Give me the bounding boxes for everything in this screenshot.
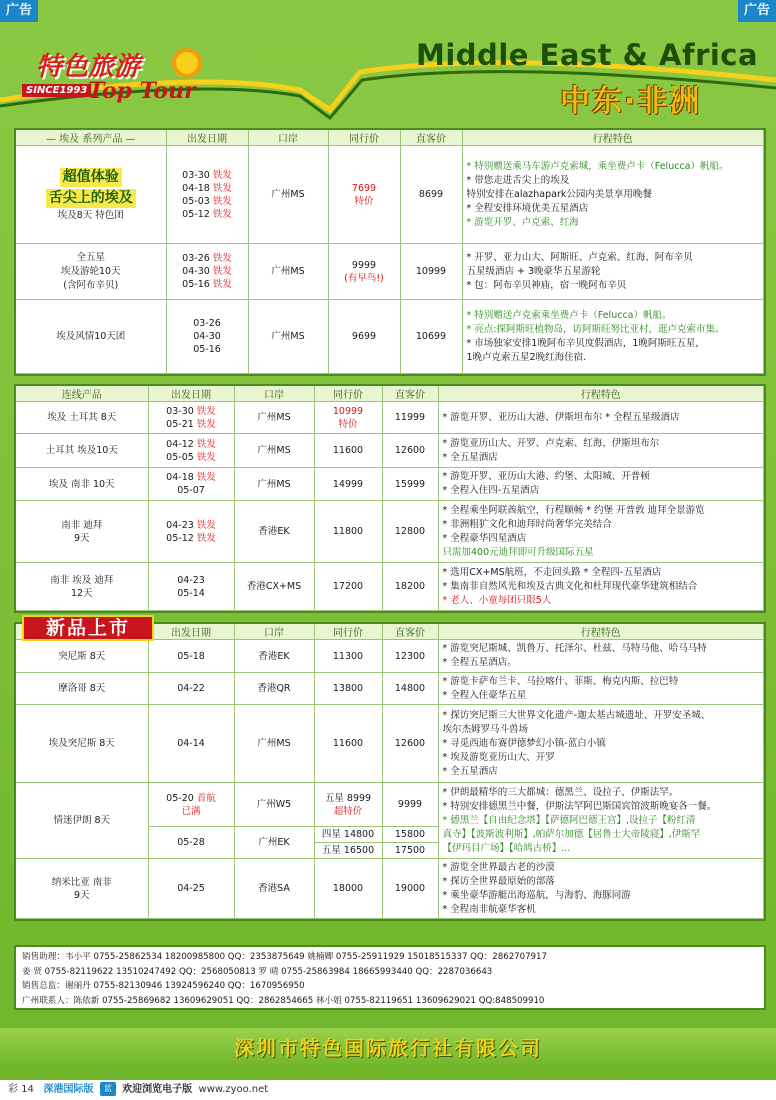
col-header: 出发日期 (148, 624, 234, 640)
features-cell: * 游览卡萨布兰卡、马拉喀什、菲斯、梅克内斯、拉巴特 * 全程入住豪华五星 (438, 673, 764, 705)
col-header: 口岸 (248, 130, 328, 146)
peer-price-cell: 四星 14800 (314, 827, 382, 843)
dates-cell: 03-30 铁发 04-18 铁发 05-03 铁发 05-12 铁发 (166, 146, 248, 244)
direct-price-cell: 12300 (382, 640, 438, 673)
port-cell: 广州MS (234, 705, 314, 783)
peer-price-cell: 11600 (314, 434, 382, 468)
dates-cell: 03-30 铁发 05-21 铁发 (148, 402, 234, 434)
direct-price-cell: 15999 (382, 468, 438, 501)
footer (0, 1080, 776, 1100)
peer-price-cell: 9999 (有早鸟!) (328, 244, 400, 300)
features-cell: * 游览亚历山大、开罗、卢克索、红海、伊斯坦布尔 * 全五星酒店 (438, 434, 764, 468)
product-cell: 纳米比亚 南非 9天 (16, 859, 148, 919)
logo-cn: 特色旅游 (36, 52, 141, 82)
new-products-panel (14, 617, 766, 921)
table-row (16, 402, 764, 434)
port-cell: 香港EK (234, 640, 314, 673)
port-cell: 广州MS (248, 244, 328, 300)
product-cell: 埃及突尼斯 8天 (16, 705, 148, 783)
col-header: 同行价 (314, 624, 382, 640)
title-cn: 中东·非洲 (560, 84, 702, 119)
direct-price-cell: 12600 (382, 434, 438, 468)
peer-price-cell: 13800 (314, 673, 382, 705)
port-cell: 香港SA (234, 859, 314, 919)
table-row (16, 468, 764, 501)
col-header: 同行价 (314, 386, 382, 402)
table-row (16, 146, 764, 244)
features-cell: * 探访突尼斯三大世界文化遗产-迦太基古城遗址、开罗安圣城、 埃尔杰姆罗马斗兽场 * 寻觅西迪布赛伊德梦幻小镇-蓝白小镇 * 埃及游览亚历山大、开罗 * 全五星酒店 (438, 705, 764, 783)
direct-price-cell: 8699 (400, 146, 462, 244)
table-row (16, 705, 764, 783)
col-header: — 埃及 系列产品 — (16, 130, 166, 146)
logo-en: Top Tour (88, 78, 196, 104)
peer-price-cell: 18000 (314, 859, 382, 919)
dates-cell: 03-26 铁发 04-30 铁发 05-16 铁发 (166, 244, 248, 300)
hot-title-2: 舌尖上的埃及 (46, 189, 136, 208)
col-header: 出发日期 (166, 130, 248, 146)
features-cell: * 伊朗最精华的三大都城：德黑兰、设拉子、伊斯法罕。 * 特别安排德黑兰中餐，伊斯法罕阿巴斯国宾馆波斯晚宴各一餐。 * 德黑兰【自由纪念塔】【萨德阿巴德王宫】,设拉子【粉红清 真寺】【波斯波利斯】,帕萨尔加德【居鲁士大帝陵寝】,伊斯罕 【伊玛目广场】【哈鸠古桥】... (438, 783, 764, 859)
features-cell: * 游览开罗、亚历山大港、约堡、太阳城、开普顿 * 全程入住四-五星酒店 (438, 468, 764, 501)
contact-line: 广州联系人：陈依新 0755-25869682 13609629051 QQ：2862854665 林小姐 0755-82119651 13609629021 QQ:848509910 (22, 995, 545, 1006)
col-header: 出发日期 (148, 386, 234, 402)
features-cell: * 全程乘坐阿联酋航空，行程顺畅 * 约堡 开普敦 迪拜全景游览 * 非洲粗犷文化和迪拜时尚奢华完美结合 * 全程豪华四星酒店 只需加400元迪拜即可升级国际五星 (438, 501, 764, 563)
contact-line: 姜 贤 0755-82119622 13510247492 QQ：2568050813 罗 晴 0755-25863984 18665993440 QQ：2287036643 (22, 966, 493, 977)
dates-cell: 05-20 首航 已满 (148, 783, 234, 827)
col-header: 直客价 (382, 386, 438, 402)
port-cell: 香港EK (234, 501, 314, 563)
peer-price-cell: 17200 (314, 563, 382, 611)
company-banner (0, 1028, 776, 1068)
product-cell (16, 146, 166, 244)
features-cell: * 选用CX+MS航班，不走回头路 * 全程四-五星酒店 * 集南非自然风光和埃及古典文化和杜拜现代豪华建筑相结合 * 老人、小童每团只限5人 (438, 563, 764, 611)
title-en: Middle East & Africa (416, 38, 759, 72)
product-cell: 全五星 埃及游轮10天 (含阿布辛贝) (16, 244, 166, 300)
dates-cell: 04-25 (148, 859, 234, 919)
dates-cell: 04-23 铁发 05-12 铁发 (148, 501, 234, 563)
edition-icon: 蓝 (100, 1082, 116, 1096)
peer-price-cell: 五星 16500 (314, 843, 382, 859)
product-cell: 摩洛哥 8天 (16, 673, 148, 705)
port-cell: 广州W5 (234, 783, 314, 827)
peer-price-cell: 9699 (328, 300, 400, 374)
table-row (16, 563, 764, 611)
features-cell: * 游览突尼斯城、凯鲁万、托泽尔、杜兹、马特马他、哈马马特 * 全程五星酒店。 (438, 640, 764, 673)
features-cell: * 特别赠送乘马车游卢克索城，乘坐费卢卡（Felucca）帆船。 * 带您走进舌尖上的埃及 特别安排在alazhapark公园内美景享用晚餐 * 全程安排环境优美五星酒店 * 游览开罗、卢克索、红海 (462, 146, 764, 244)
direct-price-cell: 17500 (382, 843, 438, 859)
peer-price-cell: 10999 特价 (314, 402, 382, 434)
product-cell: 突尼斯 8天 (16, 640, 148, 673)
direct-price-cell: 10699 (400, 300, 462, 374)
header (0, 0, 776, 122)
table-row (16, 501, 764, 563)
peer-price-cell: 11600 (314, 705, 382, 783)
col-header: 同行价 (328, 130, 400, 146)
product-cell: 情迷伊朗 8天 (16, 783, 148, 859)
table-row (16, 300, 764, 374)
col-header: 口岸 (234, 624, 314, 640)
col-header: 行程特色 (438, 386, 764, 402)
hot-title-1: 超值体验 (60, 168, 122, 187)
direct-price-cell: 15800 (382, 827, 438, 843)
product-cell: 南非 迪拜 9天 (16, 501, 148, 563)
col-header: 连线产品 (16, 386, 148, 402)
direct-price-cell: 12800 (382, 501, 438, 563)
col-header: 直客价 (400, 130, 462, 146)
features-cell: * 游览全世界最古老的沙漠 * 探访全世界最原始的部落 * 乘坐豪华游艇出海巡航，与海豹、海豚同游 * 全程南非航豪华客机 (438, 859, 764, 919)
direct-price-cell: 19000 (382, 859, 438, 919)
page-number: 彩 14 (8, 1084, 34, 1095)
dates-cell: 05-18 (148, 640, 234, 673)
logo (22, 44, 202, 104)
port-cell: 广州MS (234, 434, 314, 468)
port-cell: 香港CX+MS (234, 563, 314, 611)
product-cell: 埃及风情10天团 (16, 300, 166, 374)
direct-price-cell: 10999 (400, 244, 462, 300)
product-cell: 埃及 土耳其 8天 (16, 402, 148, 434)
product-cell: 南非 埃及 迪拜 12天 (16, 563, 148, 611)
col-header: 行程特色 (438, 624, 764, 640)
table-row (16, 434, 764, 468)
product-cell: 埃及 南非 10天 (16, 468, 148, 501)
direct-price-cell: 18200 (382, 563, 438, 611)
new-products-table (16, 624, 764, 919)
peer-price-cell: 11800 (314, 501, 382, 563)
peer-price-cell: 11300 (314, 640, 382, 673)
edition-name: 深港国际版 (43, 1084, 94, 1095)
direct-price-cell: 12600 (382, 705, 438, 783)
new-products-badge: 新品上市 (22, 615, 154, 641)
contacts-block (14, 945, 766, 1010)
col-header: 口岸 (234, 386, 314, 402)
dates-cell: 05-28 (148, 827, 234, 859)
features-cell: * 游览开罗、亚历山大港、伊斯坦布尔 * 全程五星级酒店 (438, 402, 764, 434)
dates-cell: 04-18 铁发 05-07 (148, 468, 234, 501)
peer-price-cell: 14999 (314, 468, 382, 501)
sun-icon (172, 48, 202, 78)
site-link[interactable]: www.zyoo.net (198, 1084, 269, 1095)
ad-tag-right: 广告 (738, 0, 776, 22)
contact-line: 销售总监：谢丽丹 0755-82130946 13924596240 QQ：1670956950 (22, 981, 305, 991)
ad-tag-left: 广告 (0, 0, 38, 22)
table-row (16, 244, 764, 300)
peer-price-cell: 7699 特价 (328, 146, 400, 244)
port-cell: 香港QR (234, 673, 314, 705)
product-cell: 土耳其 埃及10天 (16, 434, 148, 468)
peer-price-cell: 五星 8999 超特价 (314, 783, 382, 827)
egypt-series-table (16, 130, 764, 374)
port-cell: 广州MS (234, 402, 314, 434)
port-cell: 广州MS (234, 468, 314, 501)
direct-price-cell: 11999 (382, 402, 438, 434)
col-header: 直客价 (382, 624, 438, 640)
dates-cell: 04-14 (148, 705, 234, 783)
table-row (16, 640, 764, 673)
dates-cell: 03-26 04-30 05-16 (166, 300, 248, 374)
welcome-text: 欢迎浏览电子版 (122, 1084, 193, 1095)
table-row (16, 783, 764, 827)
product-name: 埃及8天 特色团 (57, 209, 124, 221)
egypt-series-panel (14, 128, 766, 376)
features-cell: * 开罗、亚力山大、阿斯旺、卢克索、红海、阿布辛贝 五星级酒店 + 3晚豪华五星游轮 * 包：阿布辛贝神庙，宿一晚阿布辛贝 (462, 244, 764, 300)
combo-products-table (16, 386, 764, 611)
combo-products-panel (14, 384, 766, 613)
logo-since: SINCE1993 (22, 84, 91, 97)
dates-cell: 04-22 (148, 673, 234, 705)
dates-cell: 04-23 05-14 (148, 563, 234, 611)
port-cell: 广州EK (234, 827, 314, 859)
table-row (16, 673, 764, 705)
company-name: 深圳市特色国际旅行社有限公司 (234, 1036, 542, 1060)
contact-line: 销售助理：韦小平 0755-25862534 18200985800 QQ：2353875649 姚楠卿 0755-25911929 15018515337 QQ：2862707917 (22, 952, 547, 962)
direct-price-cell: 9999 (382, 783, 438, 827)
direct-price-cell: 14800 (382, 673, 438, 705)
features-cell: * 特别赠送卢克索乘坐费卢卡（Felucca）帆船。 * 亮点:探阿斯旺植物岛，访阿斯旺努比亚村，逛卢克索市集。 * 市场独家安排1晚阿布辛贝度假酒店，1晚阿斯旺五星， 1晚卢克索五星2晚红海住宿. (462, 300, 764, 374)
dates-cell: 04-12 铁发 05-05 铁发 (148, 434, 234, 468)
port-cell: 广州MS (248, 146, 328, 244)
table-row (16, 859, 764, 919)
port-cell: 广州MS (248, 300, 328, 374)
col-header: 行程特色 (462, 130, 764, 146)
